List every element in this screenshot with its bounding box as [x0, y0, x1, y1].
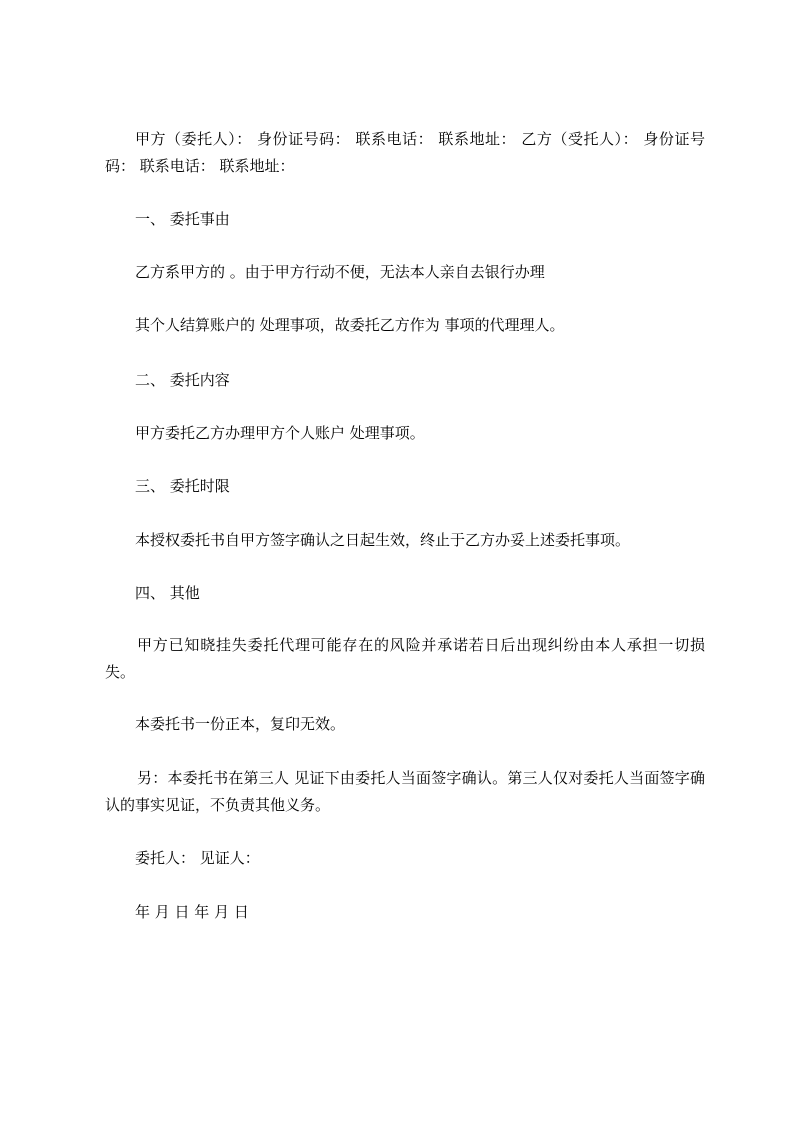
- date-line: 年 月 日 年 月 日: [135, 903, 249, 921]
- section-heading-reason: 一、 委托事由: [135, 210, 230, 228]
- section4-paragraph-original: 本委托书一份正本，复印无效。: [135, 715, 346, 733]
- section-heading-content: 二、 委托内容: [135, 371, 230, 389]
- section-heading-term: 三、 委托时限: [135, 477, 230, 495]
- section4-paragraph-risk: 甲方已知晓挂失委托代理可能存在的风险并承诺若日后出现纠纷由本人承担一切损失。: [105, 636, 705, 681]
- section3-paragraph-1: 本授权委托书自甲方签字确认之日起生效，终止于乙方办妥上述委托事项。: [135, 531, 631, 549]
- signature-line: 委托人： 见证人：: [135, 849, 260, 867]
- header-parties-paragraph: 甲方（委托人）： 身份证号码： 联系电话： 联系地址： 乙方（受托人）： 身份证号码： 联系电话： 联系地址：: [105, 130, 705, 175]
- section1-paragraph-1: 乙方系甲方的 。由于甲方行动不便，无法本人亲自去银行办理: [135, 263, 545, 281]
- section4-paragraph-witness: 另：本委托书在第三人 见证下由委托人当面签字确认。第三人仅对委托人当面签字确认的事实见证，不负责其他义务。: [105, 769, 705, 814]
- section2-paragraph-1: 甲方委托乙方办理甲方个人账户 处理事项。: [135, 424, 425, 442]
- section-heading-other: 四、 其他: [135, 584, 200, 602]
- section1-paragraph-2: 其个人结算账户的 处理事项，故委托乙方作为 事项的代理理人。: [135, 316, 565, 334]
